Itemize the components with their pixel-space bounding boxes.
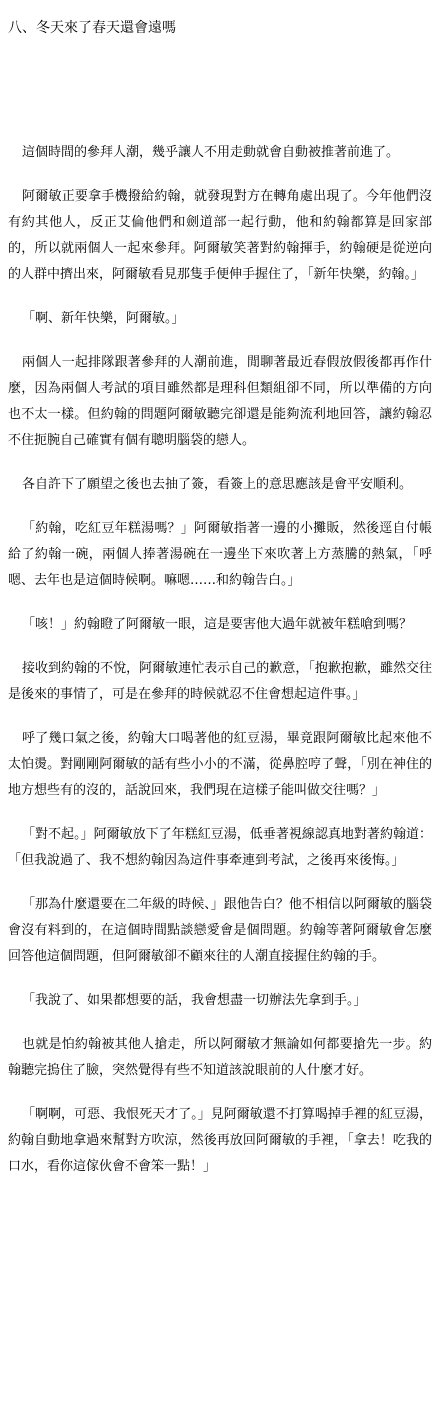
paragraph: 「啊、新年快樂，阿爾敏。」 [22,311,185,326]
paragraph: 阿爾敏正要拿手機撥給約翰，就發現對方在轉角處出現了。今年他們沒有約其他人，反正艾倫他們和劍道部一起行動，他和約翰都算是回家部的，所以就兩個人一起來參拜。阿爾敏笑著對約翰揮手，約翰硬是從逆向的人群中擠出來，阿爾敏看見那隻手便伸手握住了，「新年快樂，約翰。」 [8,189,432,282]
paragraph: 各自許下了願望之後也去抽了簽，看簽上的意思應該是會平安順利。 [22,477,413,492]
paragraph: 兩個人一起排隊跟著參拜的人潮前進，閒聊著最近春假放假後都再作什麼，因為兩個人考試的項目雖然都是理科但類組卻不同，所以準備的方向也不太一樣。但約翰的問題阿爾敏聽完卻還是能夠流利地回答，讓約翰忍不住扼腕自己確實有個有聰明腦袋的戀人。 [8,355,432,448]
paragraph: 呼了幾口氣之後，約翰大口喝著他的紅豆湯，畢竟跟阿爾敏比起來他不太怕燙。對剛剛阿爾敏的話有些小小的不滿，從鼻腔哼了聲，「別在神住的地方想些有的沒的，話說回來，我們現在這樣子能叫做交往嗎？」 [8,731,432,798]
paragraph: 「咳！」約翰瞪了阿爾敏一眼，這是要害他大過年就被年糕嗆到嗎？ [22,617,413,632]
paragraph: 「我說了、如果都想要的話，我會想盡一切辦法先拿到手。」 [22,993,367,1008]
paragraph: 這個時間的參拜人潮，幾乎讓人不用走動就會自動被推著前進了。 [22,145,400,160]
story-body [8,140,432,1198]
paragraph: 也就是怕約翰被其他人搶走，所以阿爾敏才無論如何都要搶先一步。約翰聽完摀住了臉，突然覺得有些不知道該說眼前的人什麼才好。 [8,1037,432,1078]
paragraph: 「啊啊，可惡、我恨死天才了。」見阿爾敏還不打算喝掉手裡的紅豆湯，約翰自動地拿過來幫對方吹涼，然後再放回阿爾敏的手裡，「拿去！吃我的口水，看你這傢伙會不會笨一點！」 [8,1107,432,1174]
chapter-title: 八、冬天來了春天還會遠嗎 [8,20,176,36]
paragraph: 「那為什麼還要在二年級的時候、」跟他告白？他不相信以阿爾敏的腦袋會沒有料到的，在這個時間點談戀愛會是個問題。約翰等著阿爾敏會怎麼回答他這個問題，但阿爾敏卻不顧來往的人潮直接握住約翰的手。 [8,897,432,964]
paragraph: 「約翰，吃紅豆年糕湯嗎？」阿爾敏指著一邊的小攤販，然後逕自付帳給了約翰一碗，兩個人捧著湯碗在一邊坐下來吹著上方蒸騰的熱氣，「呼嗯、去年也是這個時候啊。嘛嗯……和約翰告白。」 [8,521,432,588]
paragraph: 「對不起。」阿爾敏放下了年糕紅豆湯，低垂著視線認真地對著約翰道：「但我說過了、我不想約翰因為這件事牽連到考試，之後再來後悔。」 [8,827,432,868]
paragraph: 接收到約翰的不悅，阿爾敏連忙表示自己的歉意，「抱歉抱歉，雖然交往是後來的事情了，可是在參拜的時候就忍不住會想起這件事。」 [8,661,432,702]
